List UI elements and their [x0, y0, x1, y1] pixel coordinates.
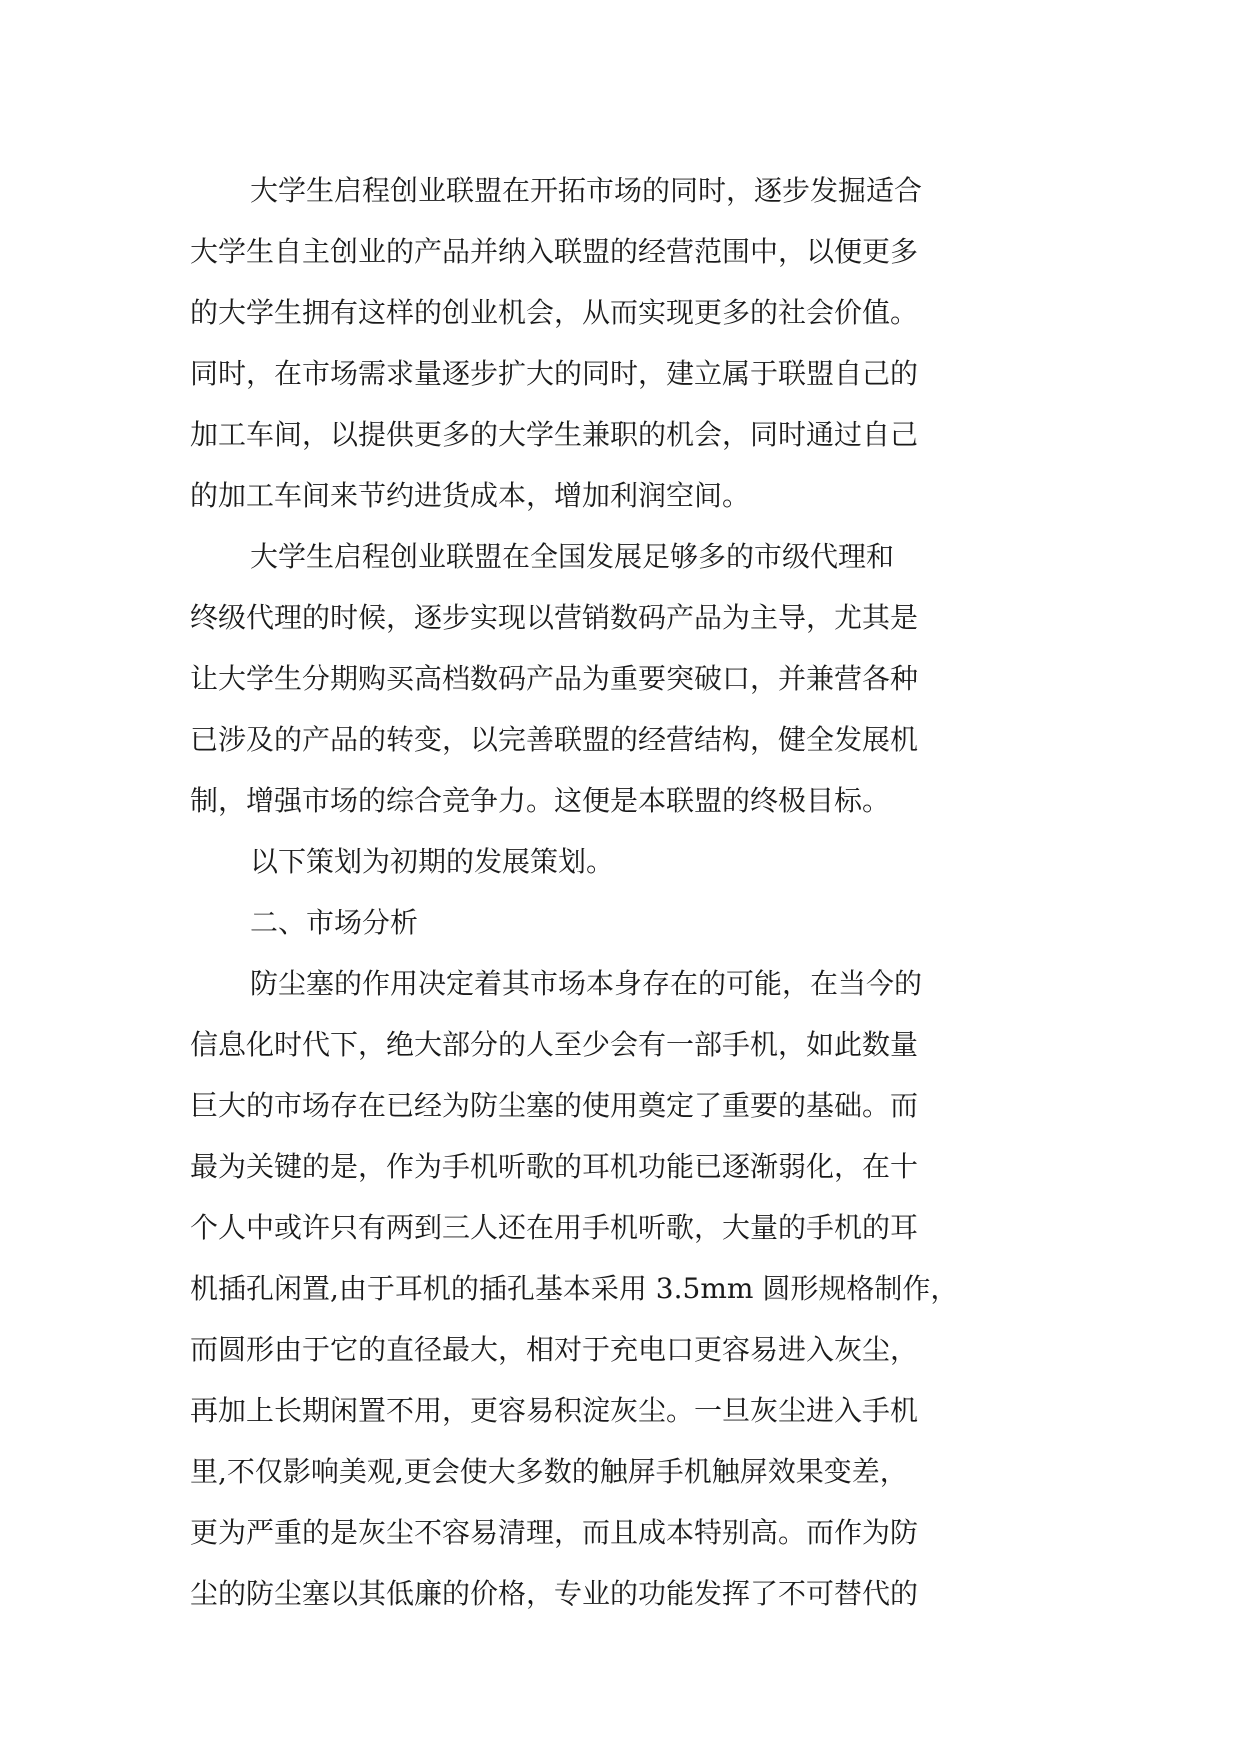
paragraph-line: 的大学生拥有这样的创业机会，从而实现更多的社会价值。 [190, 296, 919, 329]
paragraph-line: 制，增强市场的综合竞争力。这便是本联盟的终极目标。 [190, 784, 891, 817]
document-body [190, 160, 1050, 1624]
paragraph-line: 大学生自主创业的产品并纳入联盟的经营范围中，以便更多 [190, 235, 919, 268]
paragraph-line: 最为关键的是，作为手机听歌的耳机功能已逐渐弱化，在十 [190, 1150, 919, 1183]
paragraph-line: 大学生启程创业联盟在全国发展足够多的市级代理和 [250, 540, 895, 573]
paragraph-line: 个人中或许只有两到三人还在用手机听歌，大量的手机的耳 [190, 1211, 919, 1244]
section-heading: 二、市场分析 [250, 906, 419, 939]
paragraph-line: 加工车间，以提供更多的大学生兼职的机会，同时通过自己 [190, 418, 919, 451]
paragraph-line: 防尘塞的作用决定着其市场本身存在的可能，在当今的 [250, 967, 923, 1000]
paragraph-line: 再加上长期闲置不用，更容易积淀灰尘。一旦灰尘进入手机 [190, 1394, 919, 1427]
paragraph-line: 信息化时代下，绝大部分的人至少会有一部手机，如此数量 [190, 1028, 919, 1061]
paragraph-line: 的加工车间来节约进货成本，增加利润空间。 [190, 479, 751, 512]
paragraph-line: 同时，在市场需求量逐步扩大的同时，建立属于联盟自己的 [190, 357, 919, 390]
paragraph-line: 以下策划为初期的发展策划。 [250, 845, 615, 878]
paragraph-line: 机插孔闲置,由于耳机的插孔基本采用 3.5mm 圆形规格制作， [190, 1272, 959, 1305]
paragraph-line: 终级代理的时候，逐步实现以营销数码产品为主导，尤其是 [190, 601, 919, 634]
paragraph-line: 尘的防尘塞以其低廉的价格，专业的功能发挥了不可替代的 [190, 1577, 919, 1610]
paragraph-line: 巨大的市场存在已经为防尘塞的使用奠定了重要的基础。而 [190, 1089, 919, 1122]
paragraph-line: 而圆形由于它的直径最大，相对于充电口更容易进入灰尘， [190, 1333, 919, 1366]
paragraph-line: 里,不仅影响美观,更会使大多数的触屏手机触屏效果变差， [190, 1455, 908, 1488]
paragraph-line: 让大学生分期购买高档数码产品为重要突破口，并兼营各种 [190, 662, 919, 695]
paragraph-line: 大学生启程创业联盟在开拓市场的同时，逐步发掘适合 [250, 174, 923, 207]
paragraph-line: 更为严重的是灰尘不容易清理，而且成本特别高。而作为防 [190, 1516, 919, 1549]
paragraph-line: 已涉及的产品的转变，以完善联盟的经营结构，健全发展机 [190, 723, 919, 756]
